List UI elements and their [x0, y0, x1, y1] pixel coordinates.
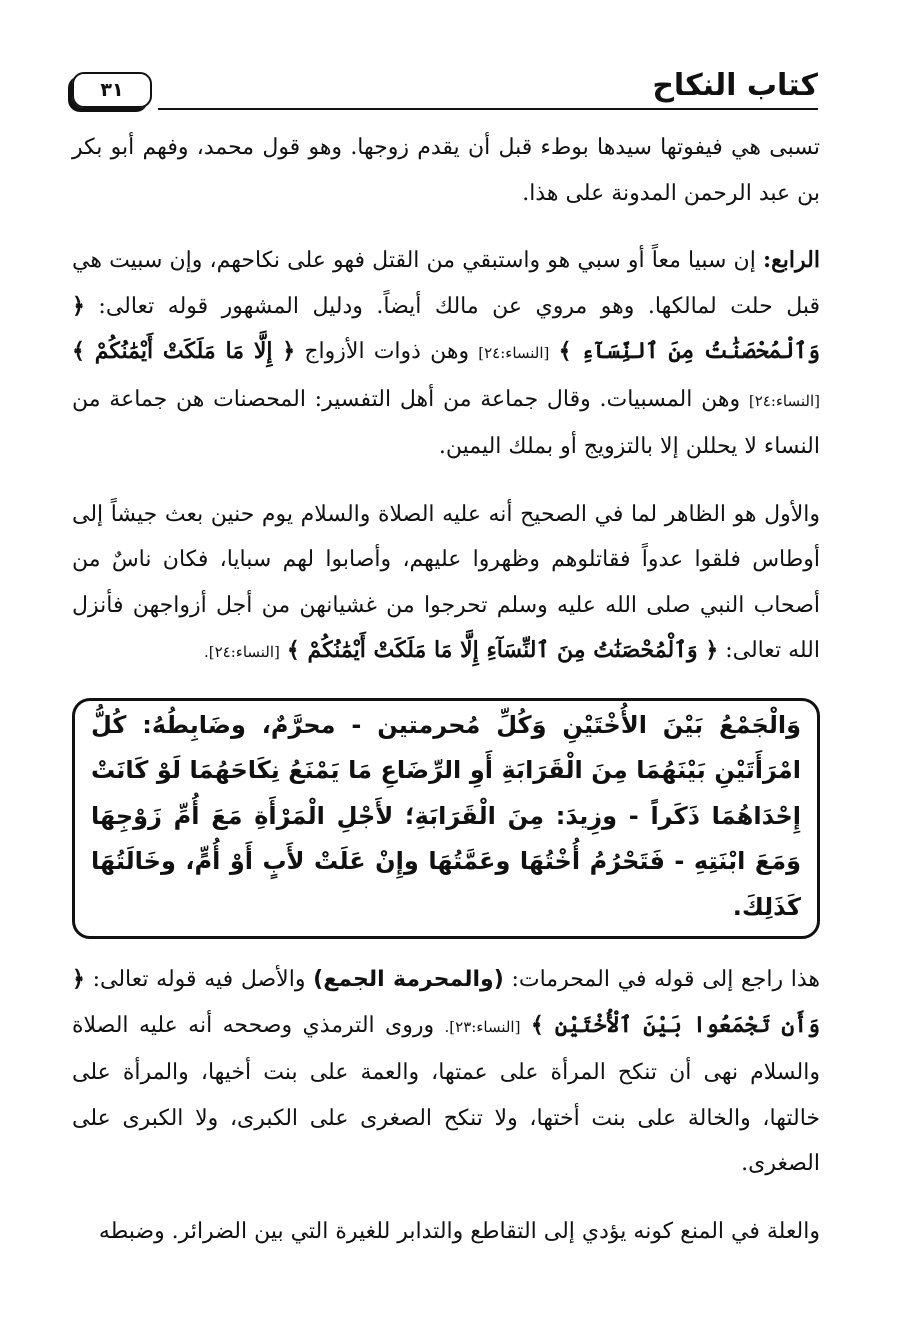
paragraph-text: وهن المسبيات. وقال جماعة من أهل التفسير: المحصنات هن جماعة من النساء لا يحللن إلا بالتزويج أو بملك اليمين. [72, 386, 820, 459]
paragraph-2 [72, 238, 820, 470]
verse-reference: [النساء:٢٤] [478, 344, 550, 362]
verse-reference: [النساء:٢٣]. [444, 1017, 521, 1036]
paragraph-1: تسبى هي فيفوتها سيدها بوطء قبل أن يقدم زوجها. وهو قول محمد، وفهم أبو بكر بن عبد الرحمن المدونة على هذا. [72, 135, 820, 206]
paragraph-5: والعلة في المنع كونه يؤدي إلى التقاطع والتدابر للغيرة التي بين الضرائر. وضبطه [98, 1218, 820, 1244]
page-body [72, 125, 820, 1276]
paragraph-3 [72, 492, 820, 676]
paragraph-text: والأصل فيه قوله تعالى: [92, 967, 306, 992]
quran-verse: ﴿ إِلَّا مَا مَلَكَتْ أَيْمَٰنُكُمْ ﴾ [72, 338, 296, 364]
header-divider [158, 108, 818, 110]
paragraph-lead: الرابع: [762, 247, 820, 273]
verse-reference: [النساء:٢٤] [748, 391, 820, 410]
page-number-badge: ٣١ [72, 72, 152, 108]
quran-verse: ﴿ وَأَن تَجْمَعُوا بَيْنَ ٱلْأُخْتَيْنِ ﴾ [72, 966, 821, 1038]
paragraph-text: والأول هو الظاهر لما في الصحيح أنه عليه الصلاة والسلام يوم حنين بعث جيشاً إلى أوطاس فلقوا عدواً فقاتلوهم وظهروا عليهم، وأصابوا لهم سبايا، فكان ناسٌ من أصحاب النبي صلى الله عليه وسلم تحرجوا من غشيانهن من أجل أزواجهن فأنزل الله تعالى: [72, 501, 820, 663]
verse-reference: [النساء:٢٤]. [203, 643, 280, 661]
quran-verse: ﴿ وَٱلْمُحْصَنَٰتُ مِنَ ٱلنِّسَآءِ ﴾ [72, 292, 821, 364]
page-header [70, 66, 818, 112]
quran-verse: ﴿ وَٱلْمُحْصَنَٰتُ مِنَ ٱلنِّسَآءِ إِلَّا مَا مَلَكَتْ أَيْمَٰنُكُمْ ﴾ [286, 637, 719, 663]
quoted-term: (والمحرمة الجمع) [313, 967, 504, 992]
paragraph-text: وهن ذوات الأزواج [304, 339, 470, 364]
paragraph-4 [72, 957, 820, 1187]
matn-text-box: وَالْجَمْعُ بَيْنَ الأُخْتَيْنِ وَكُلِّ مُحرمتين - محرَّمٌ، وضَابِطُهُ: كُلُّ امْرَأَتَيْنِ بَيْنَهُمَا مِنَ الْقَرَابَةِ أَوِ الرِّضَاعِ مَا يَمْنَعُ نِكَاحَهُمَا لَوْ كَانَتْ إِحْدَاهُمَا ذَكَراً - وزِيدَ: مِنَ الْقَرَابَةِ؛ لأَجْلِ الْمَرْأَةِ مَعَ أُمِّ زَوْجِهَا وَمَعَ ابْنَتِهِ - فَتَحْرُمُ أُخْتُهَا وعَمَّتُهَا وإِنْ عَلَتْ لأَبٍ أَوْ أُمٍّ، وخَالَتُهَا كَذَلِكَ. [72, 698, 820, 940]
paragraph-text: إن سبيا معاً أو سبي هو واستبقي من القتل فهو على نكاحهم، وإن سبيت هي قبل حلت لمالكها. وهو مروي عن مالك أيضاً. ودليل المشهور قوله تعالى: [72, 248, 821, 319]
paragraph-text: هذا راجع إلى قوله في المحرمات: [511, 967, 821, 992]
paragraph-text: وروى الترمذي وصححه أنه عليه الصلاة والسلام نهى أن تنكح المرأة على عمتها، والعمة على بنت أخيها، والمرأة على خالتها، والخالة على بنت أختها، ولا تنكح الصغرى على الكبرى، ولا الكبرى على الصغرى. [72, 1012, 820, 1176]
chapter-title: كتاب النكاح [652, 68, 818, 103]
